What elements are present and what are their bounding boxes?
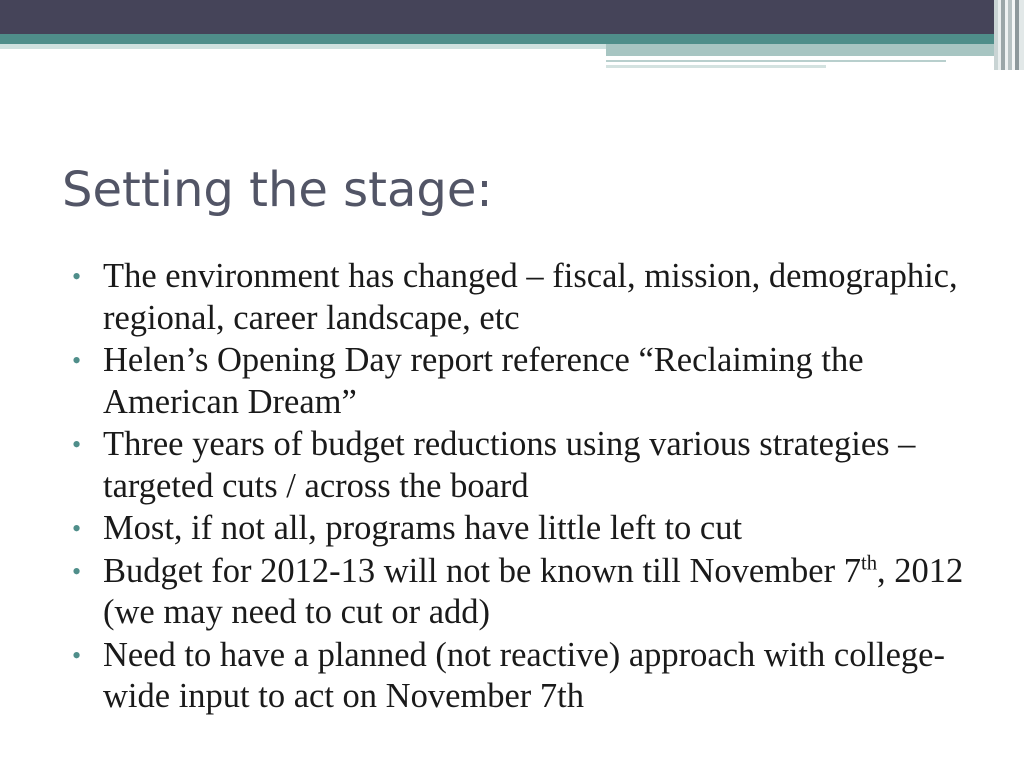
bullet-text: Most, if not all, programs have little left to cut — [103, 509, 743, 547]
corner-stripes — [994, 0, 1024, 70]
header-light-band — [0, 44, 606, 49]
bullet-text-part: , 2012 (we may need to cut or add) — [103, 551, 964, 631]
bullet-icon: • — [72, 556, 82, 586]
ordinal-superscript: th — [860, 552, 878, 574]
bullet-icon: • — [72, 346, 82, 375]
bullet-text: Helen’s Opening Day report reference “Reclaiming the American Dream” — [103, 341, 864, 421]
bullet-text: Three years of budget reductions using various strategies – targeted cuts / across the board — [103, 425, 916, 505]
bullet-item — [72, 340, 972, 423]
bullet-icon: • — [72, 514, 82, 543]
header-step-band — [606, 44, 1024, 56]
bullet-text — [103, 552, 963, 632]
bullet-icon: • — [72, 640, 82, 670]
bullet-text: Need to have a planned (not reactive) approach with college-wide input to act on November 7th — [103, 635, 945, 715]
bullet-icon: • — [72, 262, 82, 291]
bullet-text-part: Budget for 2012-13 will not be known till November 7 — [103, 551, 861, 590]
header-thin-line — [606, 65, 826, 68]
bullet-text: The environment has changed – fiscal, mission, demographic, regional, career landscape, etc — [103, 257, 958, 337]
bullet-icon: • — [72, 430, 82, 459]
bullet-item — [72, 635, 972, 718]
bullet-item — [72, 256, 972, 339]
bullet-item — [72, 508, 972, 550]
slide-title: Setting the stage: — [62, 162, 493, 218]
bullet-item — [72, 551, 972, 634]
header-dark-band — [0, 0, 1024, 34]
bullet-list — [72, 256, 972, 719]
header-thin-line — [606, 60, 946, 62]
header-teal-band — [0, 34, 1024, 44]
bullet-item — [72, 424, 972, 507]
